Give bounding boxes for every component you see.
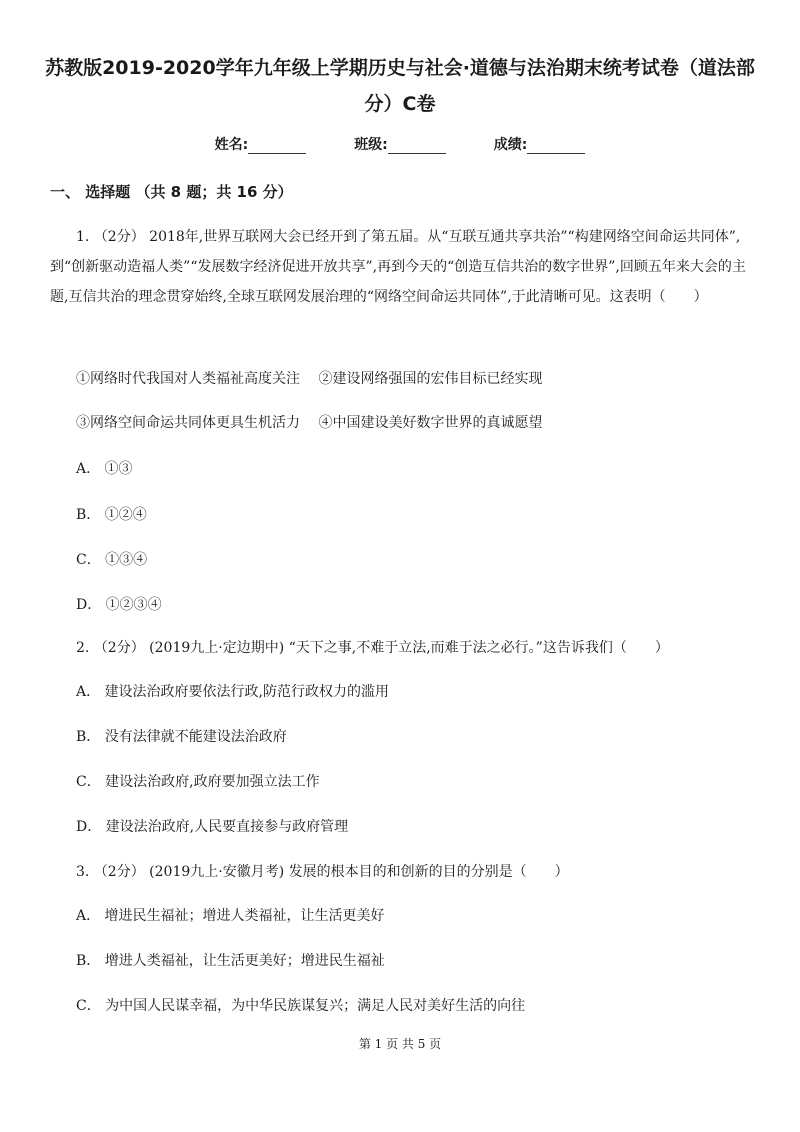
question-1-statements-line-2: ③网络空间命运共同体更具生机活力 ④中国建设美好数字世界的真诚愿望 [76,415,543,431]
question-3-option-b: B． 增进人类福祉，让生活更美好；增进民生福祉 [76,953,385,969]
question-1-stem: 1. （2分） 2018年,世界互联网大会已经开到了第五届。从“互联互通共享共治”“构建网络空间命运共同体”,到“创新驱动造福人类”“发展数字经济促进开放共享”,再到今天的“创造互信共治的数字世界”,回顾五年来大会的主题,互信共治的理念贯穿始终,全球互联网发展治理的“网络空间命运共同体”,于此清晰可见。这表明（ ） [50,229,746,305]
question-3-option-a: A． 增进民生福祉；增进人类福祉，让生活更美好 [76,908,385,924]
page-footer: 第 1 页 共 5 页 [358,1037,442,1051]
question-1-option-d: D． ①②③④ [76,597,162,613]
question-2-option-b: B． 没有法律就不能建设法治政府 [76,729,287,745]
question-2-option-c: C． 建设法治政府,政府要加强立法工作 [76,774,320,790]
question-2-option-d: D． 建设法治政府,人民要直接参与政府管理 [76,819,349,835]
class-field: 班级: [354,134,446,154]
question-1-option-a: A． ①③ [76,461,133,477]
question-2-option-a: A． 建设法治政府要依法行政,防范行政权力的滥用 [76,684,390,700]
question-1-statements-line-1: ①网络时代我国对人类福祉高度关注 ②建设网络强国的宏伟目标已经实现 [76,371,543,387]
score-field: 成绩: [494,134,586,154]
student-info-row [0,134,800,154]
score-blank [527,139,585,154]
name-field: 姓名: [215,134,307,154]
question-3-option-c: C． 为中国人民谋幸福，为中华民族谋复兴；满足人民对美好生活的向往 [76,998,526,1014]
question-2-stem: 2. （2分） (2019九上·定边期中) “天下之事,不难于立法,而难于法之必行。”这告诉我们（ ） [76,640,669,656]
question-3-stem: 3. （2分） (2019九上·安徽月考) 发展的根本目的和创新的目的分别是（ ） [76,864,569,880]
exam-title: 苏教版2019-2020学年九年级上学期历史与社会·道德与法治期末统考试卷（道法部分）C卷 [45,57,755,115]
section-heading: 一、 选择题 （共 8 题；共 16 分） [50,183,293,201]
class-blank [388,139,446,154]
question-1-option-c: C． ①③④ [76,552,148,568]
name-blank [248,139,306,154]
question-1-option-b: B． ①②④ [76,507,147,523]
